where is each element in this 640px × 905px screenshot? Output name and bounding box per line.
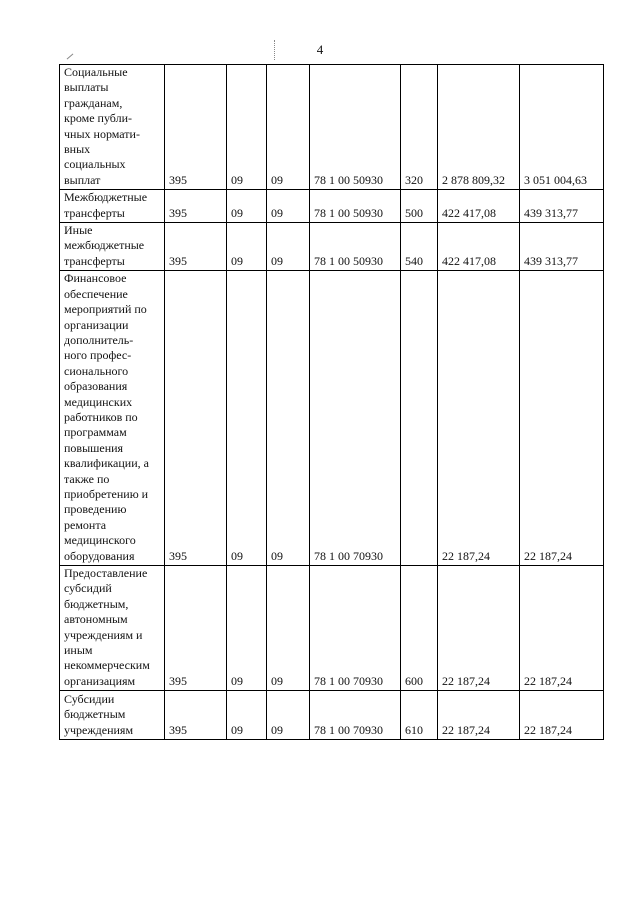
- expense-type-cell: 320: [401, 65, 438, 190]
- admin-code-cell: 395: [165, 190, 227, 223]
- subsection-cell: 09: [267, 566, 310, 691]
- amount-year2-cell: 22 187,24: [520, 691, 604, 740]
- table-row: [60, 65, 604, 190]
- target-article-cell: 78 1 00 70930: [310, 271, 401, 566]
- item-name-line: проведению: [64, 502, 127, 517]
- item-name-line: некоммерческим: [64, 658, 150, 673]
- admin-code-cell: 395: [165, 691, 227, 740]
- amount-year2-cell: 439 313,77: [520, 190, 604, 223]
- item-name-line: Финансовое: [64, 271, 127, 286]
- subsection-cell: 09: [267, 190, 310, 223]
- amount-year1-cell: 22 187,24: [438, 691, 520, 740]
- amount-year1-cell: 22 187,24: [438, 271, 520, 566]
- expense-type-cell: [401, 271, 438, 566]
- expense-type-cell: 610: [401, 691, 438, 740]
- amount-year2-cell: 22 187,24: [520, 566, 604, 691]
- table-row: [60, 566, 604, 691]
- item-name-line: автономным: [64, 612, 128, 627]
- item-name-cell: [60, 190, 165, 223]
- item-name-line: ного профес-: [64, 348, 132, 363]
- table-body: [60, 65, 604, 740]
- item-name-line: учреждениям и: [64, 627, 143, 642]
- target-article-cell: 78 1 00 50930: [310, 65, 401, 190]
- item-name-line: Социальные: [64, 65, 128, 79]
- item-name-line: вных: [64, 142, 91, 157]
- item-name-line: медицинского: [64, 533, 136, 548]
- item-name-line: чных нормати-: [64, 126, 140, 141]
- target-article-cell: 78 1 00 50930: [310, 190, 401, 223]
- amount-year1-cell: 2 878 809,32: [438, 65, 520, 190]
- item-name-line: выплаты: [64, 80, 109, 95]
- admin-code-cell: 395: [165, 65, 227, 190]
- item-name-line: Субсидии: [64, 692, 115, 707]
- item-name-line: Иные: [64, 223, 93, 238]
- table-row: [60, 190, 604, 223]
- item-name-cell: [60, 271, 165, 566]
- target-article-cell: 78 1 00 70930: [310, 566, 401, 691]
- amount-year2-cell: 439 313,77: [520, 223, 604, 271]
- subsection-cell: 09: [267, 271, 310, 566]
- admin-code-cell: 395: [165, 223, 227, 271]
- item-name-line: медицинских: [64, 394, 133, 409]
- item-name-cell: [60, 65, 165, 190]
- item-name-line: иным: [64, 643, 93, 658]
- admin-code-cell: 395: [165, 566, 227, 691]
- item-name-line: гражданам,: [64, 95, 123, 110]
- item-name-line: сионального: [64, 363, 129, 378]
- admin-code-cell: 395: [165, 271, 227, 566]
- item-name-line: межбюджетные: [64, 238, 145, 253]
- item-name-line: дополнитель-: [64, 332, 134, 347]
- section-cell: 09: [227, 566, 267, 691]
- table-row: [60, 691, 604, 740]
- expense-type-cell: 500: [401, 190, 438, 223]
- item-name-line: повышения: [64, 440, 124, 455]
- item-name-line: организациям: [64, 673, 136, 688]
- item-name-line: ремонта: [64, 517, 107, 532]
- item-name-line: оборудования: [64, 548, 135, 563]
- item-name-line: Предоставление: [64, 566, 148, 580]
- item-name-line: работников по: [64, 409, 138, 424]
- item-name-line: образования: [64, 379, 128, 394]
- item-name-line: трансферты: [64, 253, 125, 268]
- item-name-line: программам: [64, 425, 127, 440]
- budget-table: [59, 64, 604, 740]
- item-name-line: бюджетным: [64, 707, 126, 722]
- item-name-line: также по: [64, 471, 110, 486]
- section-cell: 09: [227, 190, 267, 223]
- item-name-line: трансферты: [64, 205, 125, 220]
- item-name-line: выплат: [64, 172, 101, 187]
- item-name-line: организации: [64, 317, 129, 332]
- amount-year2-cell: 22 187,24: [520, 271, 604, 566]
- table-row: [60, 223, 604, 271]
- item-name-line: Межбюджетные: [64, 190, 148, 205]
- item-name-cell: [60, 566, 165, 691]
- amount-year1-cell: 422 417,08: [438, 223, 520, 271]
- section-cell: 09: [227, 223, 267, 271]
- amount-year2-cell: 3 051 004,63: [520, 65, 604, 190]
- item-name-line: приобретению и: [64, 486, 149, 501]
- section-cell: 09: [227, 65, 267, 190]
- item-name-line: субсидий: [64, 581, 112, 596]
- subsection-cell: 09: [267, 65, 310, 190]
- target-article-cell: 78 1 00 70930: [310, 691, 401, 740]
- table-row: [60, 271, 604, 566]
- section-cell: 09: [227, 691, 267, 740]
- item-name-line: кроме публи-: [64, 111, 132, 126]
- item-name-line: мероприятий по: [64, 302, 147, 317]
- expense-type-cell: 540: [401, 223, 438, 271]
- item-name-cell: [60, 691, 165, 740]
- subsection-cell: 09: [267, 223, 310, 271]
- item-name-line: квалификации, а: [64, 456, 149, 471]
- item-name-cell: [60, 223, 165, 271]
- amount-year1-cell: 422 417,08: [438, 190, 520, 223]
- item-name-line: социальных: [64, 157, 126, 172]
- scan-mark: [274, 40, 275, 60]
- subsection-cell: 09: [267, 691, 310, 740]
- item-name-line: учреждениям: [64, 722, 134, 737]
- item-name-line: обеспечение: [64, 286, 128, 301]
- item-name-line: бюджетным,: [64, 596, 129, 611]
- section-cell: 09: [227, 271, 267, 566]
- amount-year1-cell: 22 187,24: [438, 566, 520, 691]
- page-number: 4: [316, 42, 324, 57]
- expense-type-cell: 600: [401, 566, 438, 691]
- target-article-cell: 78 1 00 50930: [310, 223, 401, 271]
